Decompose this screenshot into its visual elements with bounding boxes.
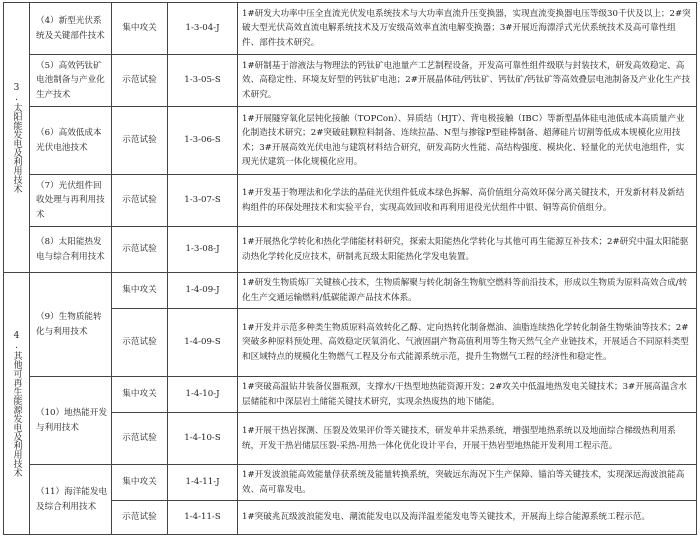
table-row (4, 3, 697, 55)
mode-cell: 集中攻关 (112, 377, 168, 413)
desc-cell: 1#突破兆瓦级波浪能发电、潮流能发电以及海洋温差能发电等关键技术，开展海上综合能源系统工程示范。 (238, 501, 697, 535)
mode-cell: 示范试验 (112, 501, 168, 535)
table-row (4, 175, 697, 227)
topic-cell: （8）太阳能热发电与综合利用技术 (30, 227, 112, 273)
code-cell: 1-4-10-S (168, 413, 238, 465)
category-label: 4.其他可再生能源发电及利用技术 (11, 330, 22, 477)
topic-cell: （5）高效钙钛矿电池制备与产业化生产技术 (30, 55, 112, 107)
desc-cell: 1#开发基于物理法和化学法的晶硅光伏组件低成本绿色拆解、高价值组分高效环保分离关键技术，开发新材料及新结构组件的环保处理技术和实验平台，实现高效回收和再利用退役光伏组件中银、铜等高价值组分。 (238, 175, 697, 227)
table-row (4, 55, 697, 107)
topic-cell: （11）海洋能发电及综合利用技术 (30, 465, 112, 535)
code-cell: 1-3-06-S (168, 107, 238, 175)
desc-cell: 1#研发大功率中压全直流光伏发电系统技术与大功率直流升压变换器，实现直流变换器电压等级30千伏及以上；2#突破大型光伏高效直流电解系统技术及万安级高效率直流电解变换器；3#开展近海漂浮式光伏系统技术及高可靠性组件、部件技术研究。 (238, 3, 697, 55)
topic-cell: （10）地热能开发与利用技术 (30, 377, 112, 465)
topic-cell: （7）光伏组件回收处理与再利用技术 (30, 175, 112, 227)
topic-cell: （4）新型光伏系统及关键部件技术 (30, 3, 112, 55)
desc-cell: 1#开发并示范多种类生物质原料高效转化乙醇、定向热转化制备燃油、油脂连续热化学转化制备生物柴油等技术；2#突破多种原料预处理、高效稳定厌氧消化、气液固副产物高值利用等生物天然气全产业链技术，开展适合不同原料类型和区域特点的规模化生物燃气工程及分布式能源系统示范，提升生物燃气工程的经济性和稳定性。 (238, 309, 697, 377)
desc-cell: 1#研制基于溶液法与物理法的钙钛矿电池量产工艺制程设备，开发高可靠性组件级联与封装技术，研发高效稳定、高效、高稳定性、环境友好型的钙钛矿电池；2#开展晶体硅/钙钛矿、钙钛矿/钙钛矿等高效叠层电池制备及产业化生产技术研究。 (238, 55, 697, 107)
mode-cell: 集中攻关 (112, 3, 168, 55)
mode-cell: 示范试验 (112, 413, 168, 465)
desc-cell: 1#开发波浪能高效能量俘获系统及能量转换系统，突破远东海况下生产保障、锚泊等关键技术，实现深远海波浪能高效、高可靠发电。 (238, 465, 697, 501)
category-cell (4, 273, 30, 535)
topic-cell: （9）生物质能转化与利用技术 (30, 273, 112, 377)
code-cell: 1-4-11-S (168, 501, 238, 535)
mode-cell: 示范试验 (112, 227, 168, 273)
table-row (4, 465, 697, 501)
mode-cell: 示范试验 (112, 55, 168, 107)
table-row (4, 227, 697, 273)
desc-cell: 1#开展隧穿氧化层钝化接触（TOPCon）、异质结（HJT）、背电极接触（IBC）等新型晶体硅电池低成本高质量产业化制造技术研究；2#突破硅颗粒料制备、连续拉晶、N型与掺镓P型硅棒制备、超薄硅片切割等低成本规模化应用技术；3#开展高效光伏电池与建筑材料结合研究，研发高防火性能、高结构强度、模块化、轻量化的光伏电池组件，实现光伏建筑一体化规模化应用。 (238, 107, 697, 175)
desc-cell: 1#开展干热岩探测、压裂及效果评价等关键技术，研发单井采热系统，增强型地热系统以及地面综合梯级热利用系统，开发干热岩储层压裂-采热-用热一体化优化设计平台，开展干热岩型地热能开发利用工程示范。 (238, 413, 697, 465)
table-row (4, 273, 697, 309)
mode-cell: 示范试验 (112, 309, 168, 377)
code-cell: 1-4-11-J (168, 465, 238, 501)
table-row (4, 107, 697, 175)
mode-cell: 示范试验 (112, 107, 168, 175)
code-cell: 1-4-10-J (168, 377, 238, 413)
table-body (4, 3, 697, 535)
desc-cell: 1#开展热化学转化和热化学储能材料研究，探索太阳能热化学转化与其他可再生能源互补技术；2#研究中温太阳能驱动热化学转化反应技术，研制兆瓦级太阳能热化学发电装置。 (238, 227, 697, 273)
code-cell: 1-3-05-S (168, 55, 238, 107)
mode-cell: 集中攻关 (112, 465, 168, 501)
code-cell: 1-3-08-J (168, 227, 238, 273)
code-cell: 1-3-04-J (168, 3, 238, 55)
category-cell (4, 3, 30, 273)
tech-table (3, 2, 697, 535)
desc-cell: 1#突破高温钻井装备仪器瓶颈，支撑水/干热型地热能资源开发；2#攻关中低温地热发电关键技术；3#开展高温含水层储能和中深层岩土储能关键技术研究，实现余热废热的地下储能。 (238, 377, 697, 413)
mode-cell: 示范试验 (112, 175, 168, 227)
code-cell: 1-4-09-J (168, 273, 238, 309)
mode-cell: 集中攻关 (112, 273, 168, 309)
code-cell: 1-4-09-S (168, 309, 238, 377)
topic-cell: （6）高效低成本光伏电池技术 (30, 107, 112, 175)
table-row (4, 377, 697, 413)
code-cell: 1-3-07-S (168, 175, 238, 227)
category-label: 3.太阳能发电及利用技术 (11, 82, 22, 193)
desc-cell: 1#研发生物质炼厂关键核心技术，生物质解聚与转化制备生物航空燃料等前沿技术，形成以生物质为原料高效合成/转化生产交通运输燃料/低碳能源产品技术体系。 (238, 273, 697, 309)
